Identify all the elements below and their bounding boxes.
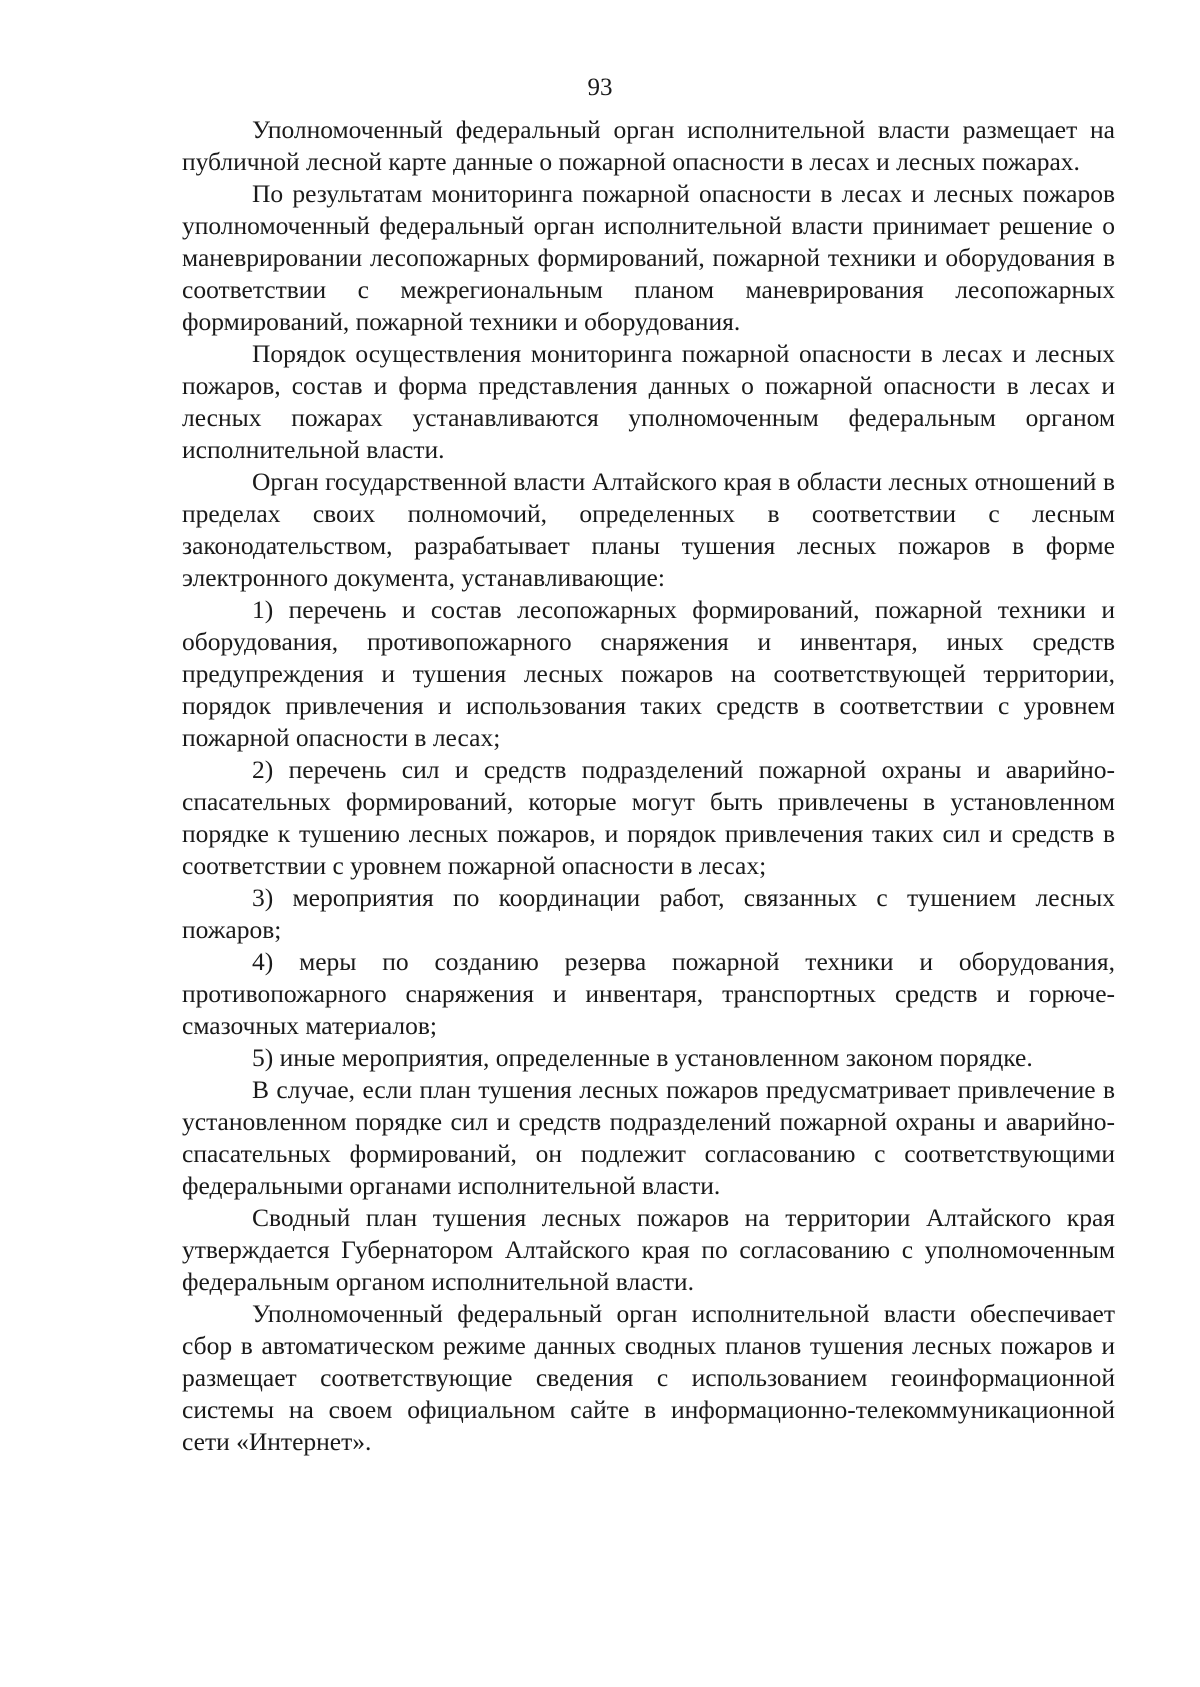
paragraph-regional-authority: Орган государственной власти Алтайского края в области лесных отношений в пределах своих полномочий, определенных в соответствии с лесным законодательством, разрабатывает планы тушения лесных пожаров в форме электронного документа, устанавливающие: — [182, 467, 1115, 592]
document-body — [182, 114, 1115, 1458]
paragraph-consolidated-plan: Сводный план тушения лесных пожаров на территории Алтайского края утверждается Губернатором Алтайского края по согласованию с уполномоченным федеральным органом исполнительной власти. — [182, 1203, 1115, 1296]
page-number: 93 — [587, 74, 613, 101]
list-item-5: 5) иные мероприятия, определенные в установленном законом порядке. — [252, 1043, 1033, 1072]
paragraph-publication: Уполномоченный федеральный орган исполнительной власти размещает на публичной лесной карте данные о пожарной опасности в лесах и лесных пожарах. — [182, 115, 1115, 176]
list-item-2: 2) перечень сил и средств подразделений пожарной охраны и аварийно-спасательных формирований, которые могут быть привлечены в установленном порядке к тушению лесных пожаров, и порядок привлечения таких сил и средств в соответствии с уровнем пожарной опасности в лесах; — [182, 755, 1115, 880]
paragraph-maneuvering: По результатам мониторинга пожарной опасности в лесах и лесных пожаров уполномоченный федеральный орган исполнительной власти принимает решение о маневрировании лесопожарных формирований, пожарной техники и оборудования в соответствии с межрегиональным планом маневрирования лесопожарных формирований, пожарной техники и оборудования. — [182, 179, 1115, 336]
list-item-1: 1) перечень и состав лесопожарных формирований, пожарной техники и оборудования, противопожарного снаряжения и инвентаря, иных средств предупреждения и тушения лесных пожаров на соответствующей территории, порядок привлечения и использования таких средств в соответствии с уровнем пожарной опасности в лесах; — [182, 595, 1115, 752]
list-item-3: 3) мероприятия по координации работ, связанных с тушением лесных пожаров; — [182, 883, 1115, 944]
paragraph-plan-approval-conditions: В случае, если план тушения лесных пожаров предусматривает привлечение в установленном порядке сил и средств подразделений пожарной охраны и аварийно-спасательных формирований, он подлежит согласованию с соответствующими федеральными органами исполнительной власти. — [182, 1075, 1115, 1200]
paragraph-data-collection: Уполномоченный федеральный орган исполнительной власти обеспечивает сбор в автоматическом режиме данных сводных планов тушения лесных пожаров и размещает соответствующие сведения с использованием геоинформационной системы на своем официальном сайте в информационно-телекоммуникационной сети «Интернет». — [182, 1299, 1115, 1456]
paragraph-monitoring-procedure: Порядок осуществления мониторинга пожарной опасности в лесах и лесных пожаров, состав и форма представления данных о пожарной опасности в лесах и лесных пожарах устанавливаются уполномоченным федеральным органом исполнительной власти. — [182, 339, 1115, 464]
list-item-4: 4) меры по созданию резерва пожарной техники и оборудования, противопожарного снаряжения и инвентаря, транспортных средств и горюче-смазочных материалов; — [182, 947, 1115, 1040]
